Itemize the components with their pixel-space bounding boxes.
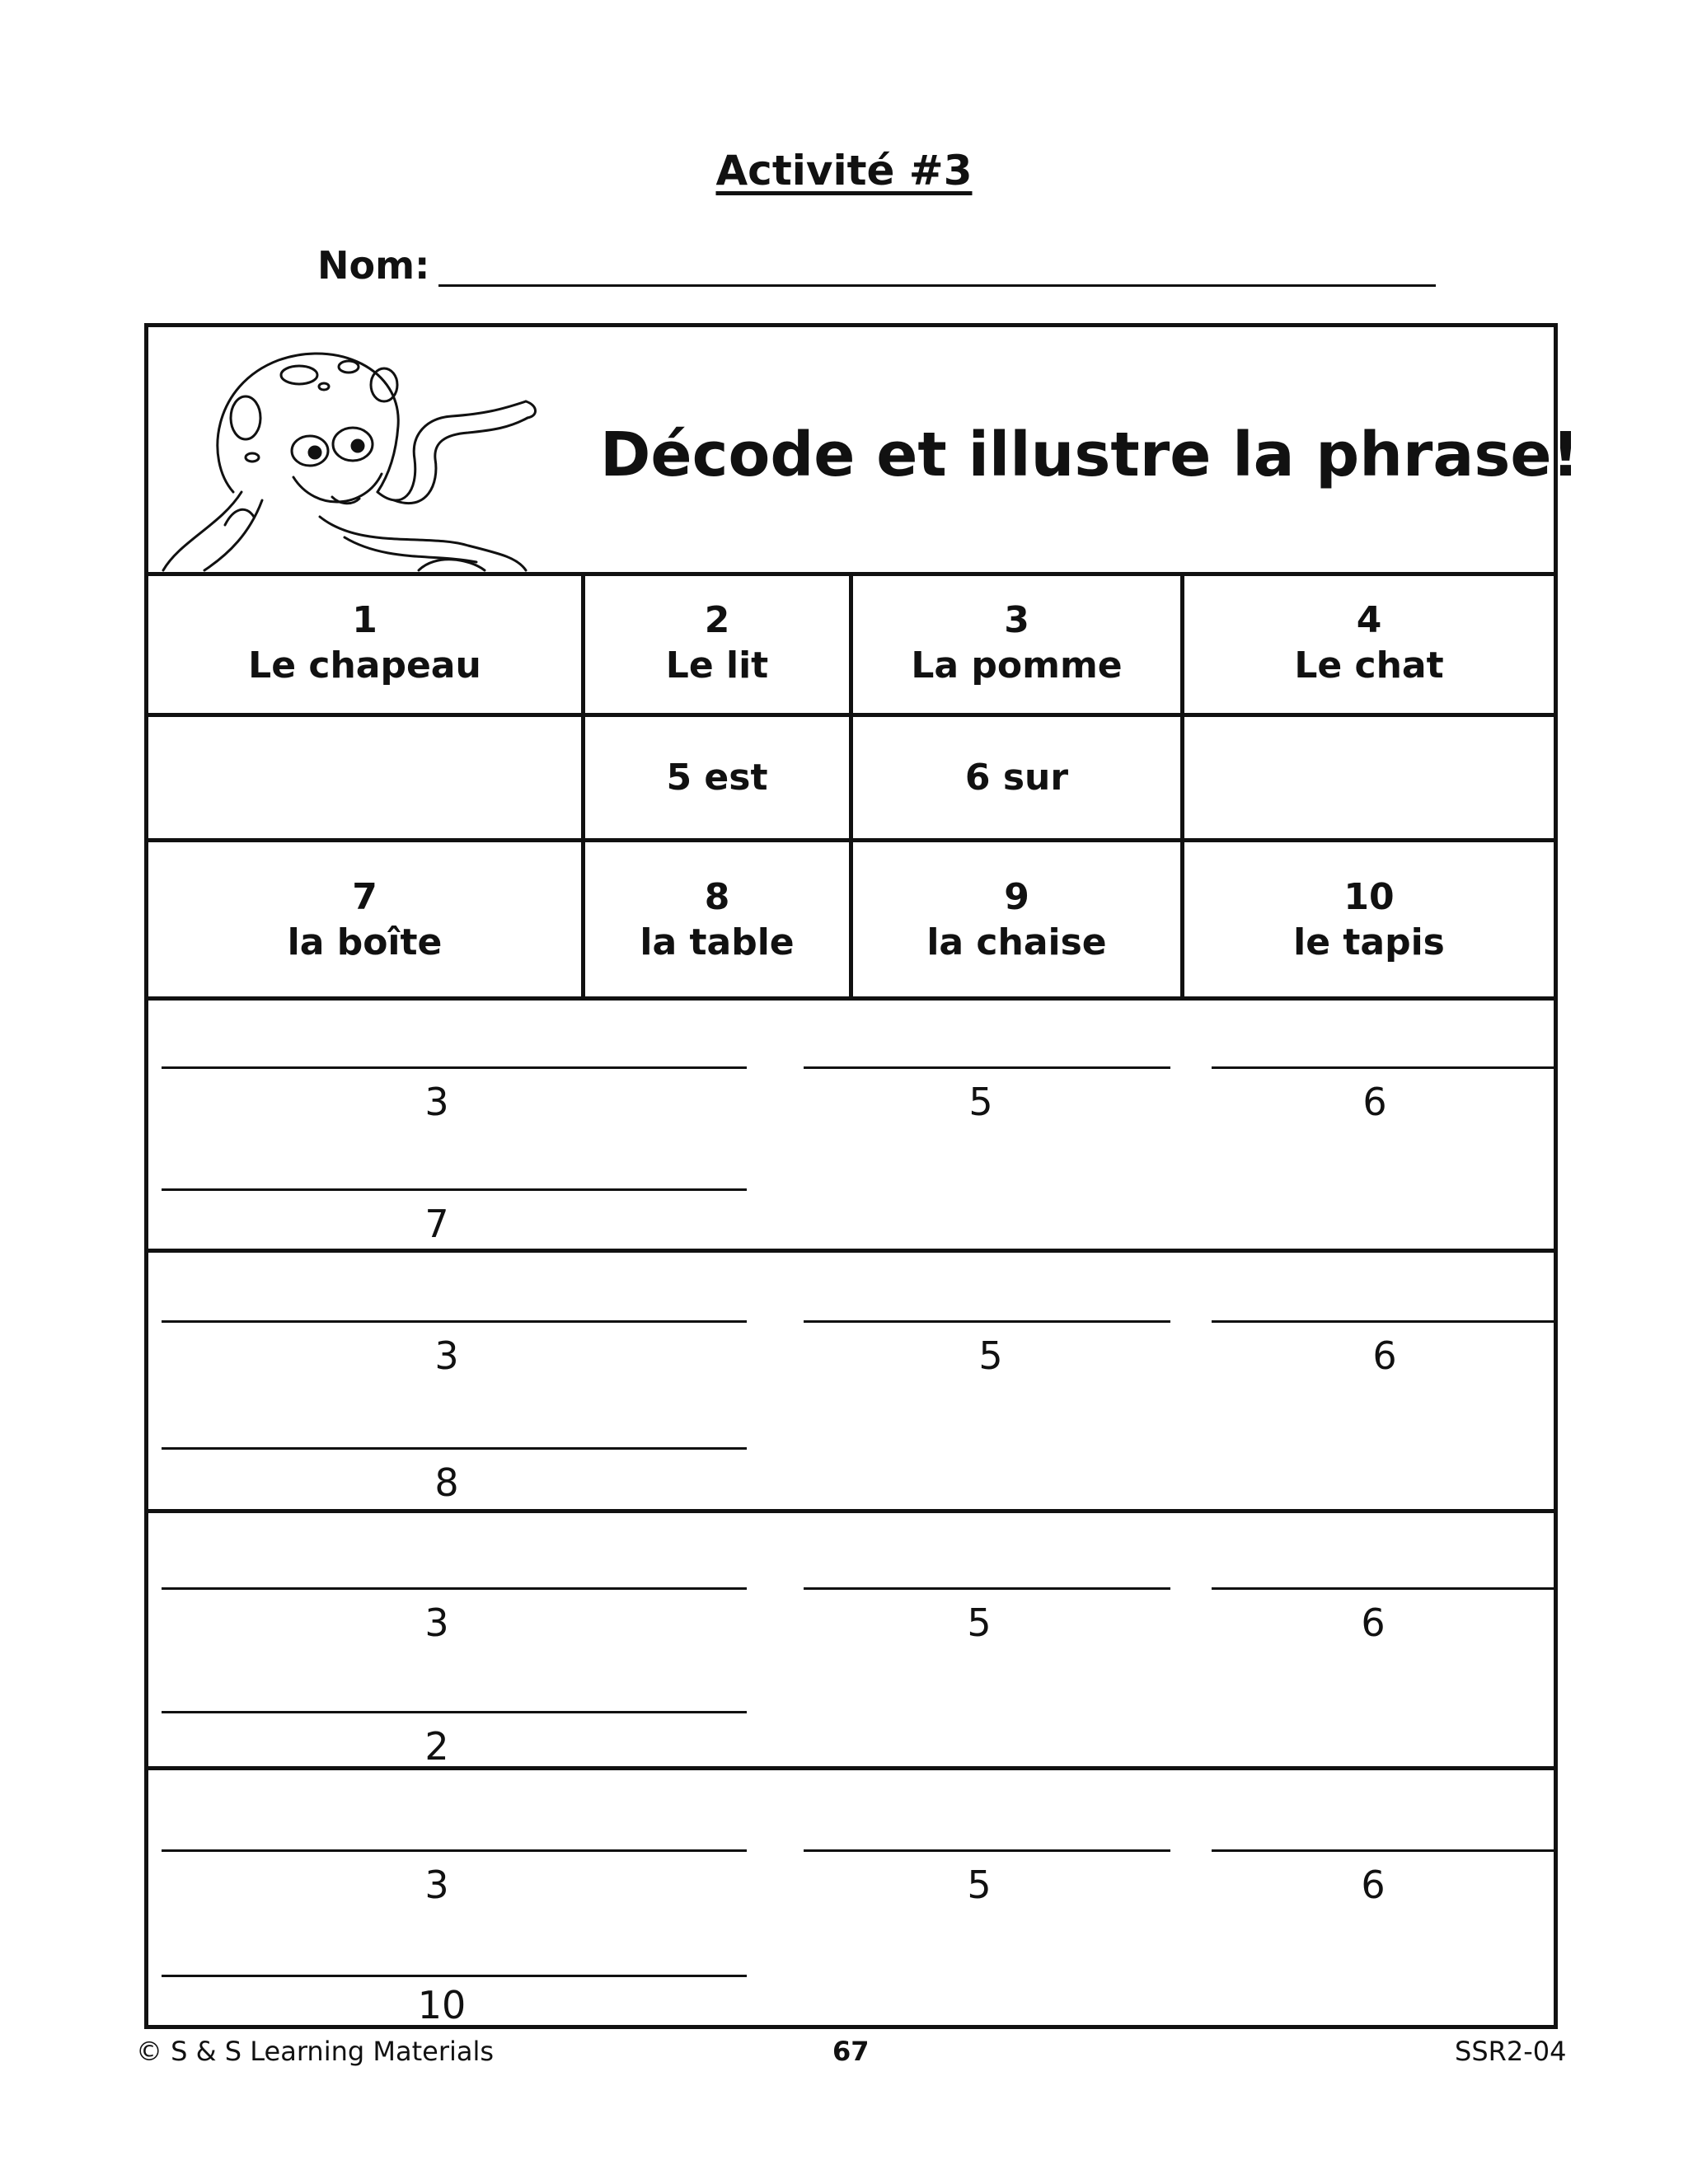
sentence-row <box>148 1001 1554 1253</box>
answer-blank[interactable] <box>162 1975 747 1977</box>
vocab-cell <box>1184 572 1554 717</box>
vocab-word: le tapis <box>1293 921 1445 963</box>
page-number: 67 <box>832 2036 870 2067</box>
vocab-cell <box>148 842 585 1001</box>
hint-number: 8 <box>434 1460 459 1505</box>
vocab-cell <box>148 572 585 717</box>
octopus-icon <box>155 335 592 574</box>
sentence-rows <box>148 1001 1554 2029</box>
answer-blank[interactable] <box>1212 1320 1554 1323</box>
vocab-cell <box>853 842 1184 1001</box>
hint-number: 5 <box>967 1601 992 1645</box>
hint-number: 5 <box>978 1333 1003 1378</box>
vocab-word: Le lit <box>665 644 769 687</box>
hint-number: 2 <box>424 1724 449 1769</box>
vocab-cell-empty <box>1184 717 1554 842</box>
vocab-number: 10 <box>1343 875 1395 918</box>
hint-number: 5 <box>967 1863 992 1907</box>
vocab-number: 9 <box>1004 875 1029 918</box>
hint-number: 3 <box>434 1333 459 1378</box>
vocabulary-grid <box>148 572 1554 1001</box>
hint-number: 5 <box>968 1080 993 1124</box>
answer-blank[interactable] <box>804 1587 1170 1590</box>
answer-blank[interactable] <box>162 1066 747 1069</box>
vocab-word: la table <box>640 921 795 963</box>
answer-blank[interactable] <box>162 1320 747 1323</box>
vocab-number: 7 <box>352 875 377 918</box>
answer-blank[interactable] <box>804 1066 1170 1069</box>
vocab-word: 5 est <box>666 757 768 799</box>
vocab-number: 1 <box>352 598 377 641</box>
vocab-number: 3 <box>1004 598 1029 641</box>
sentence-row <box>148 1770 1554 2029</box>
vocab-word: 6 sur <box>964 757 1069 799</box>
vocab-word: Le chapeau <box>248 644 481 687</box>
worksheet <box>144 323 1580 2029</box>
answer-blank[interactable] <box>162 1447 747 1450</box>
answer-blank[interactable] <box>162 1587 747 1590</box>
vocab-cell <box>585 572 853 717</box>
worksheet-heading: Décode et illustre la phrase! <box>600 419 1580 490</box>
answer-blank[interactable] <box>162 1188 747 1191</box>
answer-blank[interactable] <box>804 1320 1170 1323</box>
product-code: SSR2-04 <box>1455 2036 1567 2067</box>
hint-number: 6 <box>1361 1601 1386 1645</box>
vocab-cell-empty <box>148 717 585 842</box>
vocab-cell <box>853 717 1184 842</box>
sentence-row <box>148 1513 1554 1770</box>
vocab-cell <box>585 842 853 1001</box>
name-label: Nom: <box>317 243 430 288</box>
vocab-word: la boîte <box>287 921 443 963</box>
hint-number: 6 <box>1361 1863 1386 1907</box>
answer-blank[interactable] <box>162 1849 747 1852</box>
name-field[interactable] <box>438 284 1436 287</box>
worksheet-header <box>148 327 1580 576</box>
vocab-cell <box>1184 842 1554 1001</box>
vocab-number: 8 <box>704 875 730 918</box>
vocab-word: la chaise <box>926 921 1107 963</box>
vocab-word: Le chat <box>1294 644 1444 687</box>
hint-number: 6 <box>1362 1080 1387 1124</box>
hint-number: 3 <box>424 1601 449 1645</box>
hint-number: 6 <box>1372 1333 1397 1378</box>
hint-number: 10 <box>417 1983 467 2027</box>
vocab-number: 4 <box>1356 598 1382 641</box>
vocab-cell <box>585 717 853 842</box>
vocab-cell <box>853 572 1184 717</box>
copyright-text: © S & S Learning Materials <box>136 2036 495 2067</box>
hint-number: 3 <box>424 1080 449 1124</box>
answer-blank[interactable] <box>804 1849 1170 1852</box>
vocab-word: La pomme <box>911 644 1123 687</box>
sentence-row <box>148 1253 1554 1513</box>
hint-number: 3 <box>424 1863 449 1907</box>
answer-blank[interactable] <box>1212 1849 1554 1852</box>
answer-blank[interactable] <box>1212 1066 1554 1069</box>
answer-blank[interactable] <box>162 1711 747 1713</box>
hint-number: 7 <box>424 1202 449 1246</box>
answer-blank[interactable] <box>1212 1587 1554 1590</box>
vocab-number: 2 <box>704 598 730 641</box>
page-title: Activité #3 <box>715 147 973 194</box>
